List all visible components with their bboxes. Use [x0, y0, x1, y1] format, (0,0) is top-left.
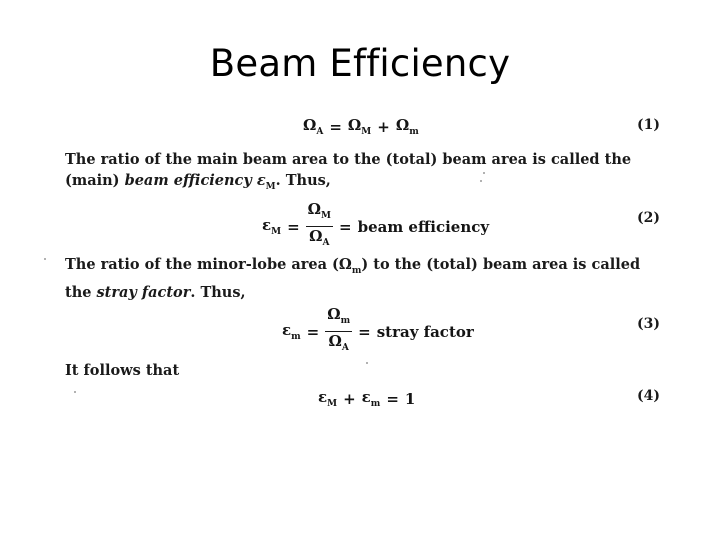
- eq3-fraction: [325, 306, 352, 357]
- eq3-denominator: $\Omega_A$: [328, 332, 349, 353]
- equals-sign: =: [386, 389, 399, 408]
- eq1-term-b: $\Omega_m$: [395, 116, 419, 137]
- eq4-rhs: 1: [404, 389, 416, 408]
- equals-sign: =: [329, 117, 342, 136]
- plus-sign: +: [377, 117, 390, 136]
- eq2-rhs: beam efficiency: [357, 217, 490, 236]
- equals-sign: =: [358, 322, 371, 341]
- eq2-denominator: $\Omega_A$: [309, 227, 330, 248]
- eq1-term-a: $\Omega_M$: [347, 116, 372, 137]
- equation-2: [262, 201, 489, 252]
- eq2-fraction: [306, 201, 333, 252]
- eq2-lhs: $\varepsilon_M$: [262, 216, 282, 237]
- scan-speck: [480, 180, 482, 182]
- equation-3: [282, 306, 474, 357]
- eq3-lhs: $\varepsilon_m$: [282, 321, 301, 342]
- paragraph-stray-factor: The ratio of the minor-lobe area $(\Omega_m)$ to the (total) beam area is called the stray factor. Thus,: [65, 256, 641, 301]
- scan-speck: [483, 172, 485, 174]
- eq4-term-b: $\varepsilon_m$: [361, 388, 381, 409]
- plus-sign: +: [343, 389, 356, 408]
- equation-1: [303, 116, 419, 137]
- equation-number-4: (4): [637, 388, 660, 404]
- eq3-rhs: stray factor: [376, 322, 474, 341]
- eq4-term-a: $\varepsilon_M$: [318, 388, 338, 409]
- equation-number-3: (3): [637, 316, 660, 332]
- equation-number-1: (1): [637, 117, 660, 133]
- scan-speck: [366, 362, 368, 364]
- slide-title: Beam Efficiency: [209, 42, 511, 85]
- scan-speck: [74, 391, 76, 393]
- equation-number-2: (2): [637, 210, 660, 226]
- equals-sign: =: [306, 322, 320, 341]
- paragraph-it-follows: It follows that: [65, 362, 180, 379]
- equals-sign: =: [339, 217, 352, 236]
- paragraph-beam-efficiency: The ratio of the main beam area to the (total) beam area is called the (main) beam efficiency $\varepsilon_M$. Thus,: [65, 151, 632, 192]
- eq1-lhs: $\Omega_A$: [303, 116, 324, 137]
- equation-4: [318, 388, 415, 409]
- equals-sign: =: [287, 217, 300, 236]
- eq3-numerator: $\Omega_m$: [325, 306, 352, 332]
- scan-speck: [44, 258, 46, 260]
- eq2-numerator: $\Omega_M$: [306, 201, 333, 227]
